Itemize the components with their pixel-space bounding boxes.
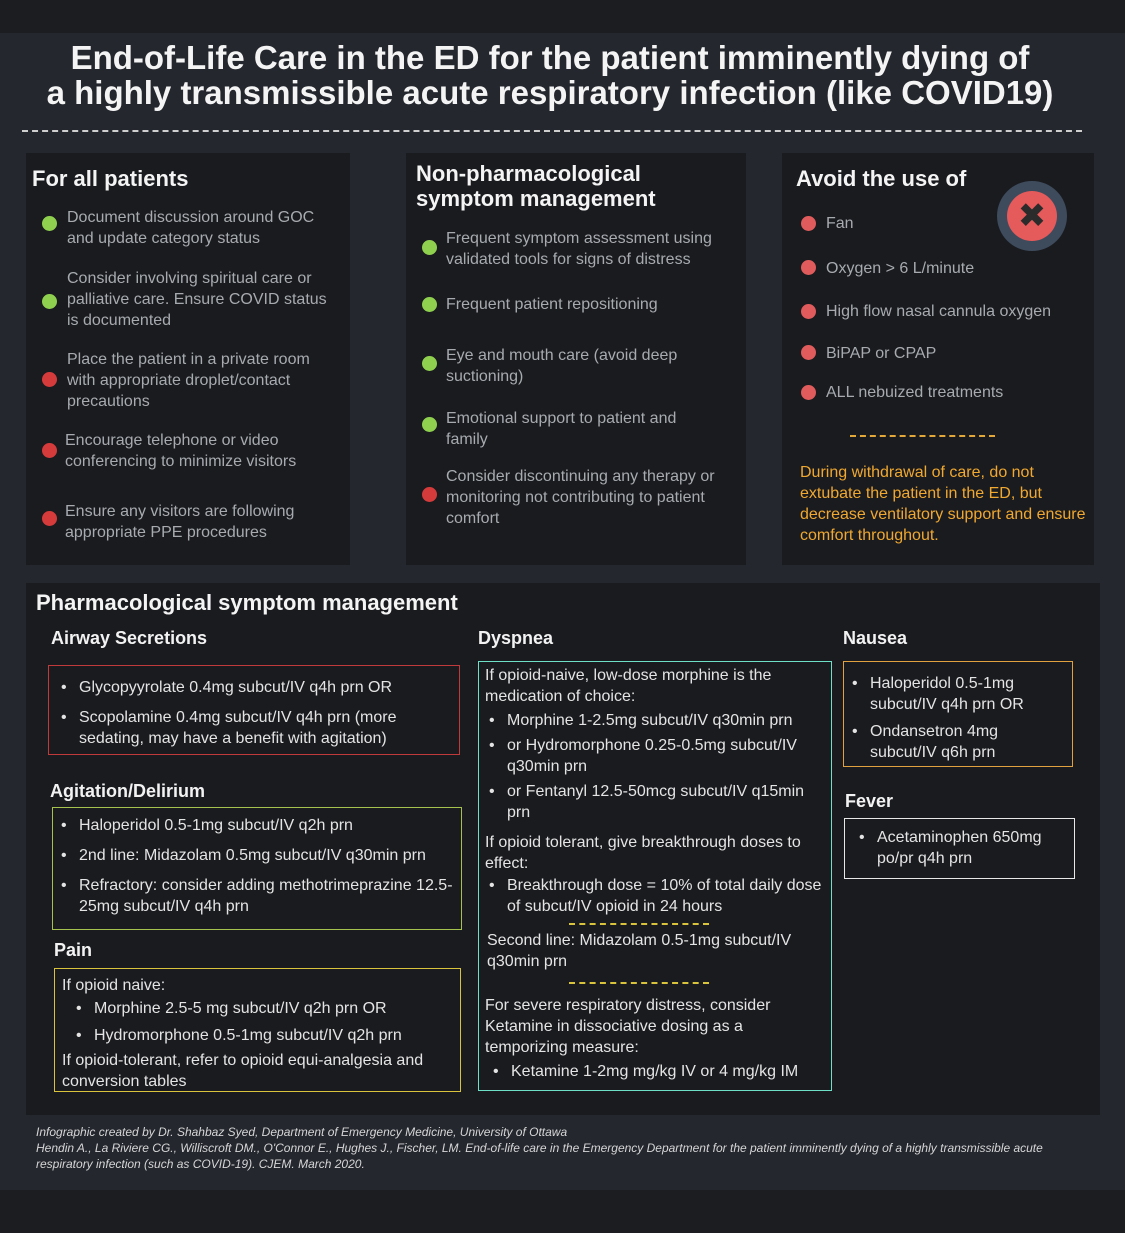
dyspnea-heading: Dyspnea xyxy=(478,628,554,648)
fever-box xyxy=(844,818,1075,879)
all-patients-item: Place the patient in a private room with appropriate droplet/contact precautions xyxy=(67,351,310,410)
page-title xyxy=(0,40,1100,110)
footer xyxy=(36,1124,1096,1172)
non-pharm-heading xyxy=(416,161,656,211)
nausea-box xyxy=(843,661,1073,767)
nausea-item: • Ondansetron 4mg subcut/IV q6h prn xyxy=(848,721,1068,763)
pain-box xyxy=(54,968,461,1092)
non-pharm-heading-line-2: symptom management xyxy=(416,186,656,211)
red-dot-icon xyxy=(801,216,816,231)
dyspnea-item: • or Fentanyl 12.5-50mcg subcut/IV q15min prn xyxy=(485,781,828,823)
dyspnea-divider xyxy=(569,982,709,984)
all-patients-heading: For all patients xyxy=(32,166,189,191)
all-patients-item: Document discussion around GOC and update category status xyxy=(67,209,315,247)
page-title-line-2: a highly transmissible acute respiratory infection (like COVID19) xyxy=(46,74,1054,111)
dyspnea-severe-item: • Ketamine 1-2mg mg/kg IV or 4 mg/kg IM xyxy=(489,1061,828,1082)
agitation-item: • Refractory: consider adding methotrimeprazine 12.5-25mg subcut/IV q4h prn xyxy=(57,875,459,917)
agitation-heading: Agitation/Delirium xyxy=(50,781,206,801)
warning-divider xyxy=(850,435,995,437)
dyspnea-item: • Morphine 1-2.5mg subcut/IV q30min prn xyxy=(485,710,828,731)
pain-intro: If opioid naive: xyxy=(62,977,166,994)
avoid-panel xyxy=(782,153,1094,565)
non-pharm-panel xyxy=(406,153,746,565)
avoid-heading: Avoid the use of xyxy=(796,166,967,191)
all-patients-item: Consider involving spiritual care or palliative care. Ensure COVID status is documented xyxy=(67,270,327,329)
red-dot-icon xyxy=(801,304,816,319)
red-dot-icon xyxy=(422,487,437,502)
avoid-item: ALL nebuized treatments xyxy=(826,384,1004,401)
red-dot-icon xyxy=(801,385,816,400)
fever-item: • Acetaminophen 650mg po/pr q4h prn xyxy=(855,827,1070,869)
pain-item: • Hydromorphone 0.5-1mg subcut/IV q2h prn xyxy=(72,1025,454,1046)
pharm-panel xyxy=(26,583,1100,1115)
dyspnea-item: • or Hydromorphone 0.25-0.5mg subcut/IV q30min prn xyxy=(485,735,828,777)
red-dot-icon xyxy=(42,372,57,387)
green-dot-icon xyxy=(422,356,437,371)
dyspnea-intro: If opioid-naive, low-dose morphine is the medication of choice: xyxy=(485,667,772,705)
fever-heading: Fever xyxy=(845,791,894,811)
red-dot-icon xyxy=(801,260,816,275)
x-mark-icon: ✖ xyxy=(997,181,1067,251)
avoid-item: Oxygen > 6 L/minute xyxy=(826,260,975,277)
all-patients-item: Ensure any visitors are following appropriate PPE procedures xyxy=(65,503,295,541)
avoid-item: High flow nasal cannula oxygen xyxy=(826,303,1052,320)
page-title-line-1: End-of-Life Care in the ED for the patient imminently dying of xyxy=(70,39,1030,76)
all-patients-panel xyxy=(26,153,350,565)
airway-heading: Airway Secretions xyxy=(51,628,208,648)
pharm-heading: Pharmacological symptom management xyxy=(36,590,458,615)
title-divider xyxy=(22,130,1082,132)
red-dot-icon xyxy=(42,511,57,526)
dyspnea-tolerant: If opioid tolerant, give breakthrough doses to effect: xyxy=(485,834,801,872)
pain-item: • Morphine 2.5-5 mg subcut/IV q2h prn OR xyxy=(72,998,454,1019)
footer-credit: Infographic created by Dr. Shahbaz Syed, Department of Emergency Medicine, University of Ottawa xyxy=(36,1125,568,1139)
green-dot-icon xyxy=(422,240,437,255)
agitation-item: • Haloperidol 0.5-1mg subcut/IV q2h prn xyxy=(57,815,459,836)
extubation-warning: During withdrawal of care, do not extubate the patient in the ED, but decrease ventilatory support and ensure comfort throughout. xyxy=(800,464,1086,544)
footer-citation: Hendin A., La Riviere CG., Williscroft DM., O'Connor E., Hughes J., Fischer, LM. End-of-life care in the Emergency Department for the patient imminently dying of a highly transmissible acute respiratory infection (such as COVID-19). CJEM. March 2020. xyxy=(36,1141,1043,1171)
airway-box xyxy=(48,665,460,755)
dyspnea-severe: For severe respiratory distress, consider Ketamine in dissociative dosing as a temporizing measure: xyxy=(485,997,771,1056)
non-pharm-item: Emotional support to patient and family xyxy=(446,410,677,448)
avoid-item: Fan xyxy=(826,215,854,232)
non-pharm-item: Eye and mouth care (avoid deep suctioning) xyxy=(446,347,678,385)
nausea-heading: Nausea xyxy=(843,628,908,648)
airway-item: • Scopolamine 0.4mg subcut/IV q4h prn (more sedating, may have a benefit with agitation) xyxy=(57,707,453,749)
green-dot-icon xyxy=(422,417,437,432)
red-dot-icon xyxy=(801,345,816,360)
non-pharm-heading-line-1: Non-pharmacological xyxy=(416,161,641,186)
pain-heading: Pain xyxy=(54,940,93,960)
all-patients-item: Encourage telephone or video conferencing to minimize visitors xyxy=(65,432,297,470)
agitation-item: • 2nd line: Midazolam 0.5mg subcut/IV q30min prn xyxy=(57,845,459,866)
green-dot-icon xyxy=(42,294,57,309)
pain-outro: If opioid-tolerant, refer to opioid equi-analgesia and conversion tables xyxy=(62,1052,424,1090)
dyspnea-divider xyxy=(569,923,709,925)
dyspnea-second-line: Second line: Midazolam 0.5-1mg subcut/IV q30min prn xyxy=(487,932,792,970)
airway-item: • Glycopyyrolate 0.4mg subcut/IV q4h prn OR xyxy=(57,677,453,698)
green-dot-icon xyxy=(42,216,57,231)
agitation-box xyxy=(52,807,462,930)
non-pharm-item: Consider discontinuing any therapy or monitoring not contributing to patient comfort xyxy=(446,468,715,527)
avoid-item: BiPAP or CPAP xyxy=(826,345,937,362)
dyspnea-box xyxy=(478,661,832,1091)
non-pharm-item: Frequent patient repositioning xyxy=(446,296,658,313)
dyspnea-tolerant-item: • Breakthrough dose = 10% of total daily dose of subcut/IV opioid in 24 hours xyxy=(485,875,828,917)
non-pharm-item: Frequent symptom assessment using validated tools for signs of distress xyxy=(446,230,712,268)
red-dot-icon xyxy=(42,443,57,458)
nausea-item: • Haloperidol 0.5-1mg subcut/IV q4h prn OR xyxy=(848,673,1068,715)
green-dot-icon xyxy=(422,297,437,312)
